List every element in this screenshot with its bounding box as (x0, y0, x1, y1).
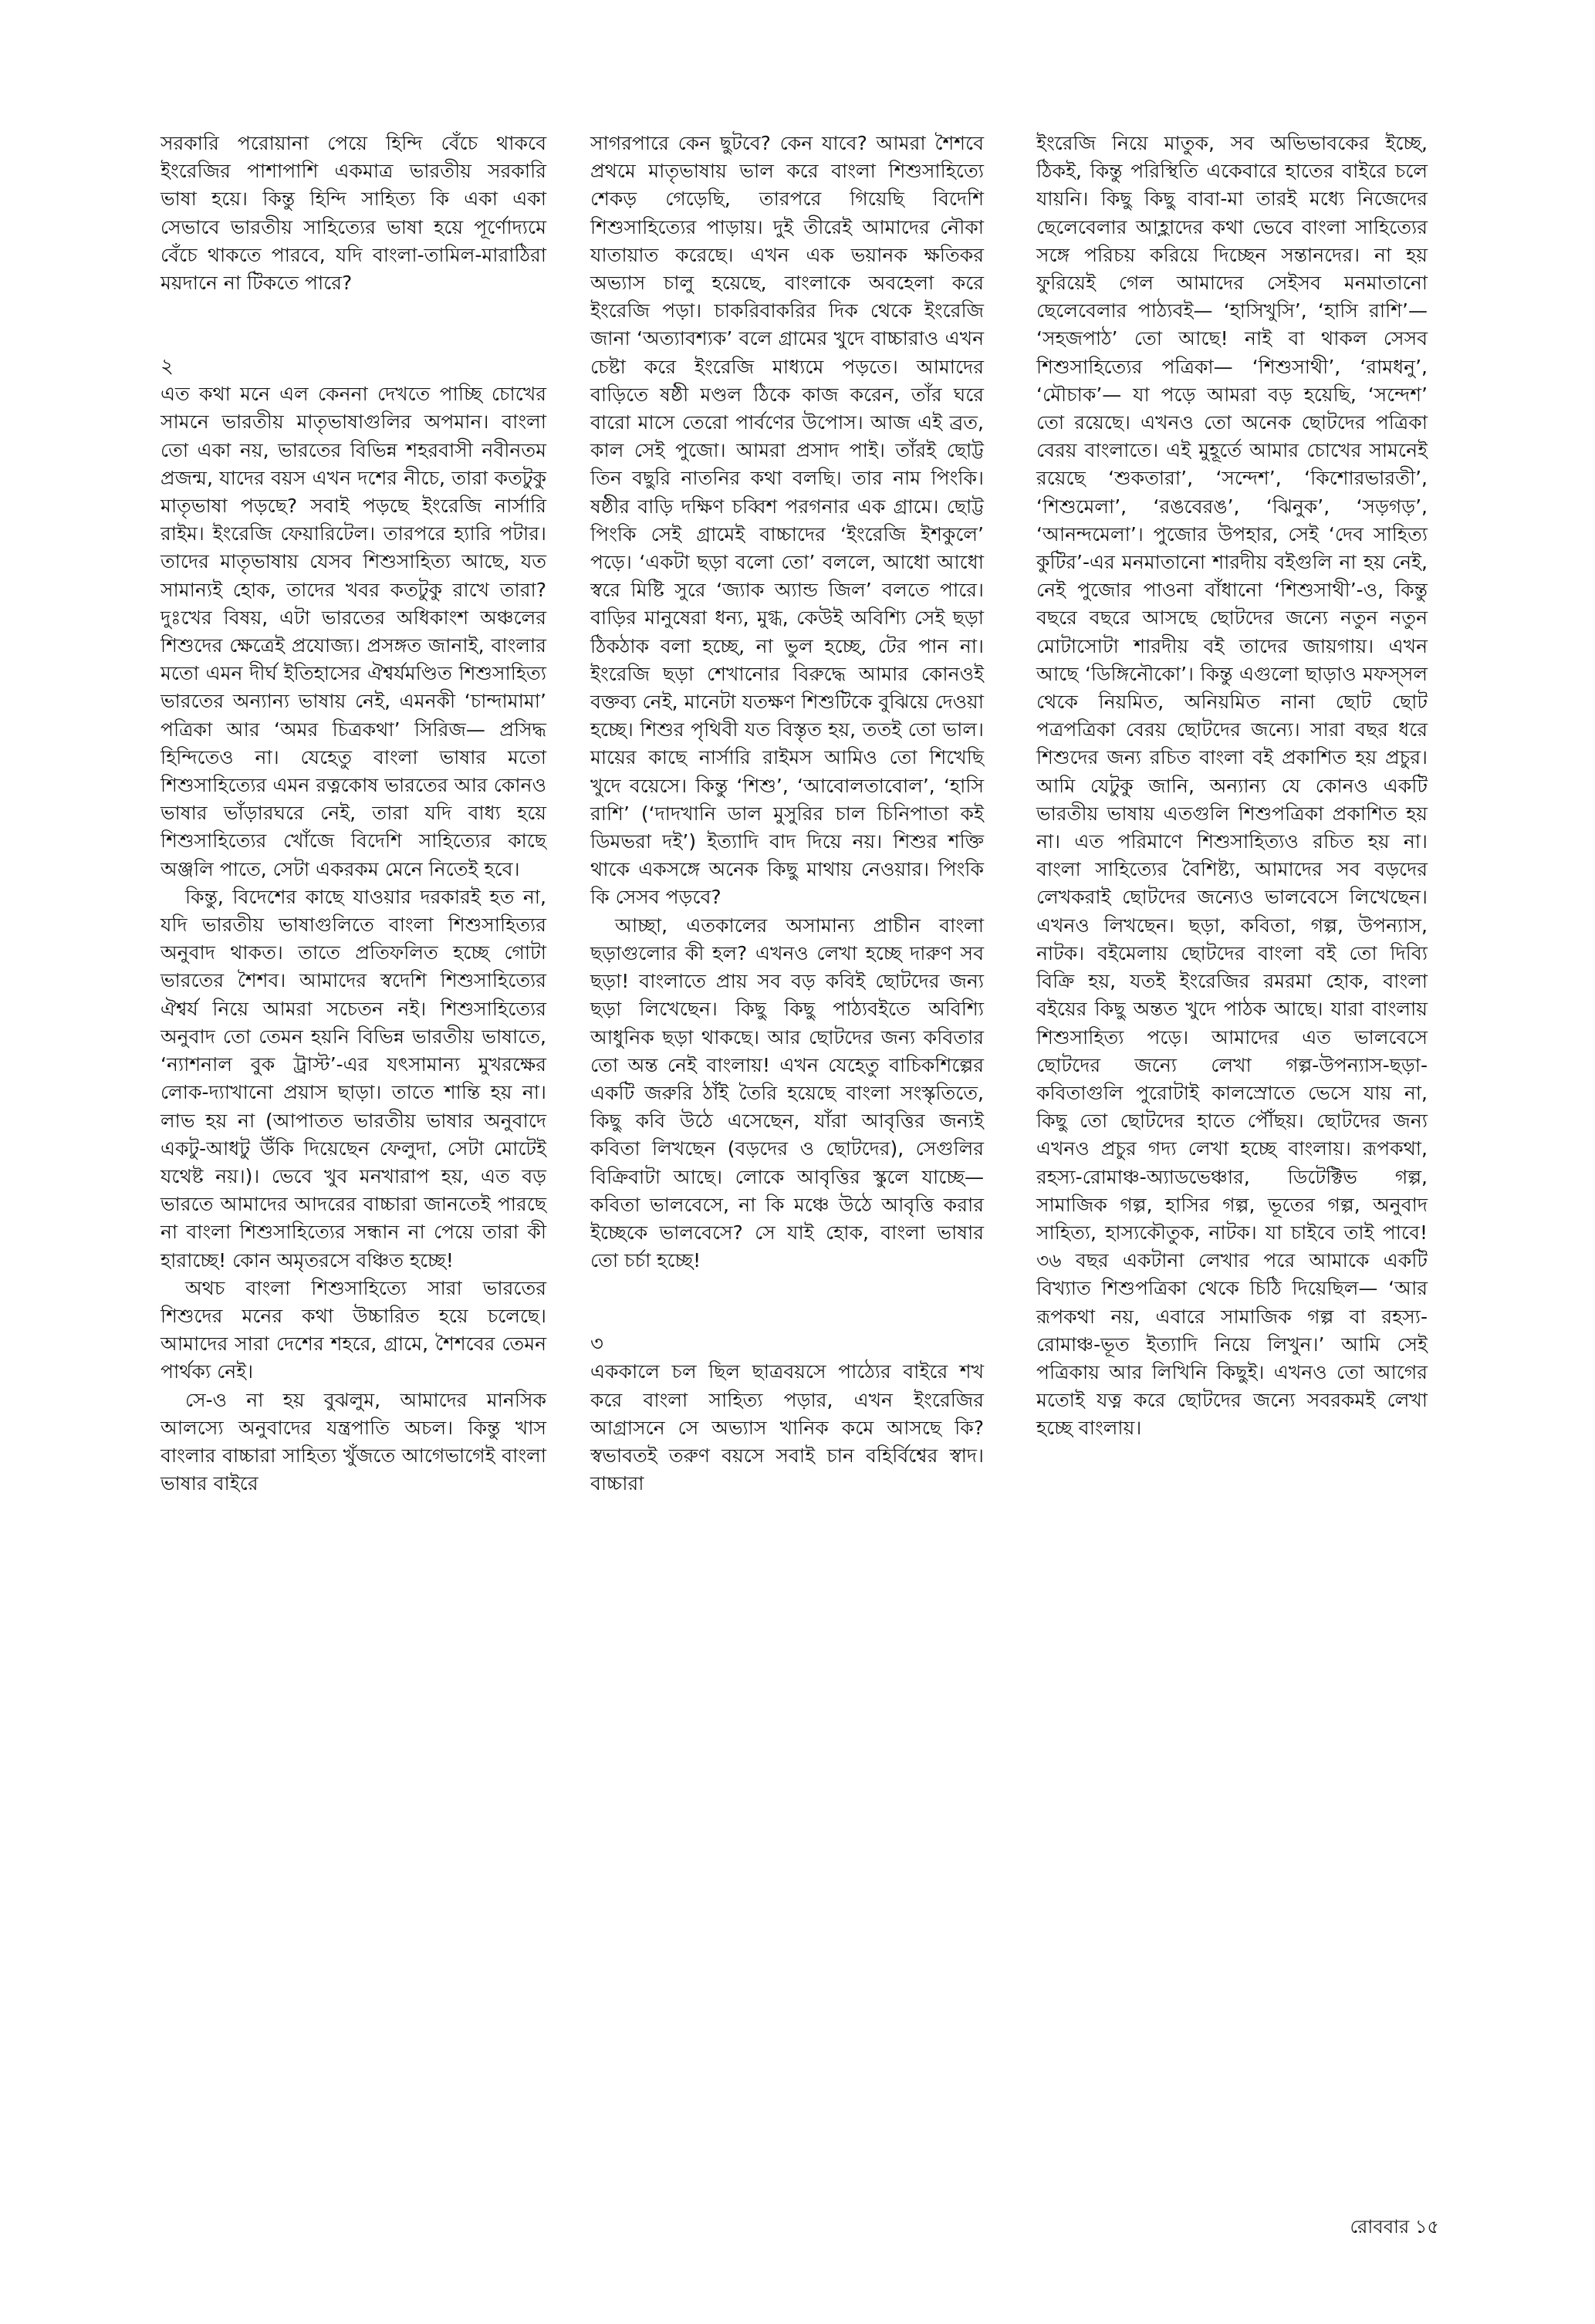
paragraph: সে-ও না হয় বুঝলুম, আমাদের মানসিক আলস্যে অনুবাদের যন্ত্রপাতি অচল। কিন্তু খাস বাংলার বাচ্চারা সাহিত্য খুঁজতে আগেভাগেই বাংলা ভাষার বাইরে (161, 1388, 546, 1495)
section-number-3: ৩ (590, 1333, 603, 1356)
paragraph: এত কথা মনে এল কেননা দেখতে পাচ্ছি চোখের সামনে ভারতীয় মাতৃভাষাগুলির অপমান। বাংলা তো একা নয়, ভারতের বিভিন্ন শহরবাসী নবীনতম প্রজন্ম, যাদের বয়স এখন দশের নীচে, তারা কতটুকু মাতৃভাষা পড়ছে? সবাই পড়ছে ইংরেজি নার্সারি রাইম। ইংরেজি ফেয়ারিটেল। তারপরে হ্যারি পটার। তাদের মাতৃভাষায় যেসব শিশুসাহিত্য আছে, যত সামান্যই হোক, তাদের খবর কতটুকু রাখে তারা? দুঃখের বিষয়, এটা ভারতের অধিকাংশ অঞ্চলের শিশুদের ক্ষেত্রেই প্রযোজ্য। প্রসঙ্গত জানাই, বাংলার মতো এমন দীর্ঘ ইতিহাসের ঐশ্বর্যমণ্ডিত শিশুসাহিত্য ভারতের অন্যান্য ভাষায় নেই, এমনকী ‘চান্দামামা’ পত্রিকা আর ‘অমর চিত্রকথা’ সিরিজ— প্রসিদ্ধ হিন্দিতেও না। যেহেতু বাংলা ভাষার মতো শিশুসাহিত্যের এমন রত্নকোষ ভারতের আর কোনও ভাষার ভাঁড়ারঘরে নেই, তারা যদি বাধ্য হয়ে শিশুসাহিত্যের খোঁজে বিদেশি সাহিত্যের কাছে অঞ্জলি পাতে, সেটা একরকম মেনে নিতেই হবে। (161, 383, 546, 880)
section-number-2: ২ (161, 355, 174, 379)
page-folio: রোববার ১৫ (1350, 2216, 1439, 2238)
article-column-3 (1036, 130, 1428, 1443)
paragraph: এককালে চল ছিল ছাত্রবয়সে পাঠ্যের বাইরে শখ করে বাংলা সাহিত্য পড়ার, এখন ইংরেজির আগ্রাসনে সে অভ্যাস খানিক কমে আসছে কি? স্বভাবতই তরুণ বয়সে সবাই চান বহির্বিশ্বের স্বাদ। বাচ্চারা (590, 1360, 984, 1495)
paragraph: আচ্ছা, এতকালের অসামান্য প্রাচীন বাংলা ছড়াগুলোর কী হল? এখনও লেখা হচ্ছে দারুণ সব ছড়া! বাংলাতে প্রায় সব বড় কবিই ছোটদের জন্য ছড়া লিখেছেন। কিছু কিছু পাঠ্যবইতে অবিশ্যি আধুনিক ছড়া থাকছে। আর ছোটদের জন্য কবিতার তো অন্ত নেই বাংলায়! এখন যেহেতু বাচিকশিল্পের একটি জরুরি ঠাঁই তৈরি হয়েছে বাংলা সংস্কৃতিতে, কিছু কবি উঠে এসেছেন, যাঁরা আবৃত্তির জন্যই কবিতা লিখছেন (বড়দের ও ছোটদের), সেগুলির বিক্রিবাটা আছে। লোকে আবৃত্তির স্কুলে যাচ্ছে— কবিতা ভালবেসে, না কি মঞ্চে উঠে আবৃত্তি করার ইচ্ছেকে ভালবেসে? সে যাই হোক, বাংলা ভাষার তো চর্চা হচ্ছে! (590, 914, 984, 1272)
paragraph-continued: ইংরেজি নিয়ে মাতুক, সব অভিভাবকের ইচ্ছে, ঠিকই, কিন্তু পরিস্থিতি একেবারে হাতের বাইরে চলে যায়নি। কিছু কিছু বাবা-মা তারই মধ্যে নিজেদের ছেলেবেলার আহ্লাদের কথা ভেবে বাংলা সাহিত্যের সঙ্গে পরিচয় করিয়ে দিচ্ছেন সন্তানদের। না হয় ফুরিয়েই গেল আমাদের সেইসব মনমাতানো ছেলেবেলার পাঠ্যবই— ‘হাসিখুসি’, ‘হাসি রাশি’— ‘সহজপাঠ’ তো আছে! নাই বা থাকল সেসব শিশুসাহিত্যের পত্রিকা— ‘শিশুসাথী’, ‘রামধনু’, ‘মৌচাক’— যা পড়ে আমরা বড় হয়েছি, ‘সন্দেশ’ তো রয়েছে। এখনও তো অনেক ছোটদের পত্রিকা বেরয় বাংলাতে। এই মুহূর্তে আমার চোখের সামনেই রয়েছে ‘শুকতারা’, ‘সন্দেশ’, ‘কিশোরভারতী’, ‘শিশুমেলা’, ‘রঙবেরঙ’, ‘ঝিনুক’, ‘সড়গড়’, ‘আনন্দমেলা’। পুজোর উপহার, সেই ‘দেব সাহিত্য কুটির’-এর মনমাতানো শারদীয় বইগুলি না হয় নেই, নেই পুজোর পাওনা বাঁধানো ‘শিশুসাথী’-ও, কিন্তু বছরে বছরে আসছে ছোটদের জন্যে নতুন নতুন মোটাসোটা শারদীয় বই তাদের জায়গায়। এখন আছে ‘ডিঙ্গিনৌকো’। কিন্তু এগুলো ছাড়াও মফস্সল থেকে নিয়মিত, অনিয়মিত নানা ছোট ছোট পত্রপত্রিকা বেরয় ছোটদের জন্যে। সারা বছর ধরে শিশুদের জন্য রচিত বাংলা বই প্রকাশিত হয় প্রচুর। আমি যেটুকু জানি, অন্যান্য যে কোনও একটি ভারতীয় ভাষায় এতগুলি শিশুপত্রিকা প্রকাশিত হয় না। এত পরিমাণে শিশুসাহিত্যও রচিত হয় না। বাংলা সাহিত্যের বৈশিষ্ট্য, আমাদের সব বড়দের লেখকরাই ছোটদের জন্যেও ভালবেসে লিখেছেন। এখনও লিখছেন। ছড়া, কবিতা, গল্প, উপন্যাস, নাটক। বইমেলায় ছোটদের বাংলা বই তো দিব্যি বিক্রি হয়, যতই ইংরেজির রমরমা হোক, বাংলা বইয়ের কিছু অন্তত খুদে পাঠক আছে। যারা বাংলায় শিশুসাহিত্য পড়ে। আমাদের এত ভালবেসে ছোটদের জন্যে লেখা গল্প-উপন্যাস-ছড়া-কবিতাগুলি পুরোটাই কালস্রোতে ভেসে যায় না, কিছু তো ছোটদের হাতে পৌঁছয়। ছোটদের জন্য এখনও প্রচুর গদ্য লেখা হচ্ছে বাংলায়। রূপকথা, রহস্য-রোমাঞ্চ-অ্যাডভেঞ্চার, ডিটেক্টিভ গল্প, সামাজিক গল্প, হাসির গল্প, ভূতের গল্প, অনুবাদ সাহিত্য, হাস্যকৌতুক, নাটক। যা চাইবে তাই পাবে! ৩৬ বছর একটানা লেখার পরে আমাকে একটি বিখ্যাত শিশুপত্রিকা থেকে চিঠি দিয়েছিল— ‘আর রূপকথা নয়, এবারে সামাজিক গল্প বা রহস্য-রোমাঞ্চ-ভূত ইত্যাদি নিয়ে লিখুন।’ আমি সেই পত্রিকায় আর লিখিনি কিছুই। এখনও তো আগের মতোই যত্ন করে ছোটদের জন্যে সবরকমই লেখা হচ্ছে বাংলায়। (1036, 132, 1428, 1440)
article-column-2 (590, 130, 984, 1498)
article-column-1 (161, 130, 546, 1498)
paragraph-continued: সরকারি পরোয়ানা পেয়ে হিন্দি বেঁচে থাকবে ইংরেজির পাশাপাশি একমাত্র ভারতীয় সরকারি ভাষা হয়ে। কিন্তু হিন্দি সাহিত্য কি একা একা সেভাবে ভারতীয় সাহিত্যের ভাষা হয়ে পূর্ণোদ্যমে বেঁচে থাকতে পারবে, যদি বাংলা-তামিল-মারাঠিরা ময়দানে না টিকতে পারে? (161, 132, 546, 295)
section-gap (590, 1275, 984, 1330)
paragraph-continued: সাগরপারে কেন ছুটবে? কেন যাবে? আমরা শৈশবে প্রথমে মাতৃভাষায় ভাল করে বাংলা শিশুসাহিত্যে শেকড় গেড়েছি, তারপরে গিয়েছি বিদেশি শিশুসাহিত্যের পাড়ায়। দুই তীরেই আমাদের নৌকা যাতায়াত করেছে। এখন এক ভয়ানক ক্ষতিকর অভ্যাস চালু হয়েছে, বাংলাকে অবহেলা করে ইংরেজি পড়া। চাকরিবাকরির দিক থেকে ইংরেজি জানা ‘অত্যাবশ্যক’ বলে গ্রামের খুদে বাচ্চারাও এখন চেষ্টা করে ইংরেজি মাধ্যমে পড়তে। আমাদের বাড়িতে ষষ্ঠী মণ্ডল ঠিকে কাজ করেন, তাঁর ঘরে বারো মাসে তেরো পার্বণের উপোস। আজ এই ব্রত, কাল সেই পুজো। আমরা প্রসাদ পাই। তাঁরই ছোট্ট তিন বছুরি নাতনির কথা বলছি। তার নাম পিংকি। ষষ্ঠীর বাড়ি দক্ষিণ চব্বিশ পরগনার এক গ্রামে। ছোট্ট পিংকি সেই গ্রামেই বাচ্চাদের ‘ইংরেজি ইশকুলে’ পড়ে। ‘একটা ছড়া বলো তো’ বললে, আধো আধো স্বরে মিষ্টি সুরে ‘জ্যাক অ্যান্ড জিল’ বলতে পারে। বাড়ির মানুষেরা ধন্য, মুগ্ধ, কেউই অবিশ্যি সেই ছড়া ঠিকঠাক বলা হচ্ছে, না ভুল হচ্ছে, টের পান না। ইংরেজি ছড়া শেখানোর বিরুদ্ধে আমার কোনওই বক্তব্য নেই, মানেটা যতক্ষণ শিশুটিকে বুঝিয়ে দেওয়া হচ্ছে। শিশুর পৃথিবী যত বিস্তৃত হয়, ততই তো ভাল। মায়ের কাছে নার্সারি রাইমস আমিও তো শিখেছি খুদে বয়েসে। কিন্তু ‘শিশু’, ‘আবোলতাবোল’, ‘হাসি রাশি’ (‘দাদখানি ডাল মুসুরির চাল চিনিপাতা কই ডিমভরা দই’) ইত্যাদি বাদ দিয়ে নয়। শিশুর শক্তি থাকে একসঙ্গে অনেক কিছু মাথায় নেওয়ার। পিংকি কি সেসব পড়বে? (590, 132, 984, 909)
section-gap (161, 297, 546, 353)
paragraph: অথচ বাংলা শিশুসাহিত্যে সারা ভারতের শিশুদের মনের কথা উচ্চারিত হয়ে চলেছে। আমাদের সারা দেশের শহরে, গ্রামে, শৈশবের তেমন পার্থক্য নেই। (161, 1276, 546, 1383)
paragraph: কিন্তু, বিদেশের কাছে যাওয়ার দরকারই হত না, যদি ভারতীয় ভাষাগুলিতে বাংলা শিশুসাহিত্যর অনুবাদ থাকত। তাতে প্রতিফলিত হচ্ছে গোটা ভারতের শৈশব। আমাদের স্বদেশি শিশুসাহিত্যের ঐশ্বর্য নিয়ে আমরা সচেতন নই। শিশুসাহিত্যের অনুবাদ তো তেমন হয়নি বিভিন্ন ভারতীয় ভাষাতে, ‘ন্যাশনাল বুক ট্রাস্ট’-এর যৎসামান্য মুখরক্ষের লোক-দ্যাখানো প্রয়াস ছাড়া। তাতে শান্তি হয় না। লাভ হয় না (আপাতত ভারতীয় ভাষার অনুবাদে একটু-আধটু উঁকি দিয়েছেন ফেলুদা, সেটা মোটেই যথেষ্ট নয়।)। ভেবে খুব মনখারাপ হয়, এত বড় ভারতে আমাদের আদরের বাচ্চারা জানতেই পারছে না বাংলা শিশুসাহিত্যের সন্ধান না পেয়ে তারা কী হারাচ্ছে! কোন অমৃতরসে বঞ্চিত হচ্ছে! (161, 885, 546, 1272)
